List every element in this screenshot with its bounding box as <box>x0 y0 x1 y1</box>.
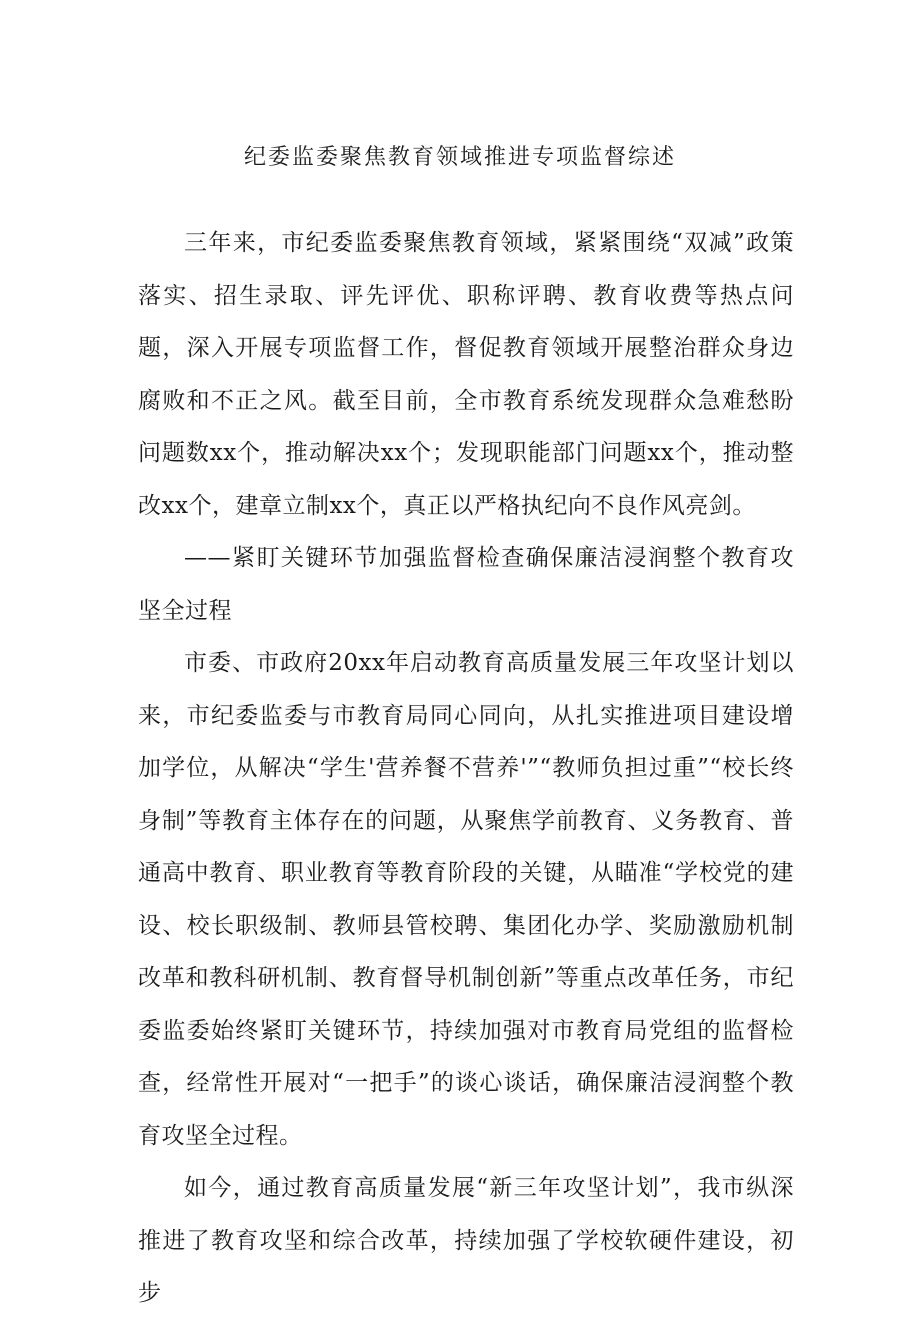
paragraph-key-links: 市委、市政府20xx年启动教育高质量发展三年攻坚计划以来，市纪委监委与市教育局同心同向，从扎实推进项目建设增加学位，从解决“学生'营养餐不营养'”“教师负担过重”“校长终身制”等教育主体存在的问题，从聚焦学前教育、义务教育、普通高中教育、职业教育等教育阶段的关键，从瞄准“学校党的建设、校长职级制、教师县管校聘、集团化办学、奖励激励机制改革和教科研机制、教育督导机制创新”等重点改革任务，市纪委监委始终紧盯关键环节，持续加强对市教育局党组的监督检查，经常性开展对“一把手”的谈心谈话，确保廉洁浸润整个教育攻坚全过程。 <box>138 650 794 1149</box>
document-title: 纪委监委聚焦教育领域推进专项监督综述 <box>243 145 676 170</box>
document-body <box>138 217 794 1320</box>
paragraph-now: 如今，通过教育高质量发展“新三年攻坚计划”，我市纵深推进了教育攻坚和综合改革，持续加强了学校软硬件建设，初步 <box>138 1175 794 1306</box>
paragraph-subheading: ——紧盯关键环节加强监督检查确保廉洁浸润整个教育攻坚全过程 <box>138 545 794 624</box>
paragraph-intro: 三年来，市纪委监委聚焦教育领域，紧紧围绕“双减”政策落实、招生录取、评先评优、职称评聘、教育收费等热点问题，深入开展专项监督工作，督促教育领域开展整治群众身边腐败和不正之风。截至目前，全市教育系统发现群众急难愁盼问题数xx个，推动解决xx个；发现职能部门问题xx个，推动整改xx个，建章立制xx个，真正以严格执纪向不良作风亮剑。 <box>138 230 794 519</box>
